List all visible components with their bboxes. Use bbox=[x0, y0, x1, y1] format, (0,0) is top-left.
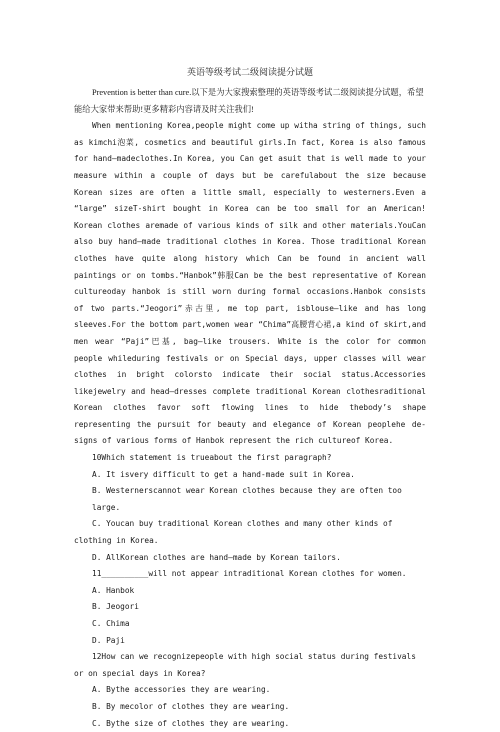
reading-passage: When mentioning Korea,people might come up witha string of things, such as kimchi泡菜, cosmetics and beautiful girls.In fact, Korea is also famous for hand—madeclothes.In Korea, you Can get asuit that is well made to your measure within a couple of days but be carefulabout the size because Korean sizes are often a little small, especially to westerners.Even a “large” sizeT-shirt bought in Korea can be too small for an American! Korean clothes aremade of various kinds of silk and other materials.YouCan also buy hand—made traditional clothes in Korea. Those traditional Korean clothes have quite along history which Can be found in ancient wall paintings or on tombs.“Hanbok”韩服Can be the best representative of Korean cultureoday hanbok is still worn during formal occasions.Hanbok consists of two parts.“Jeogori”赤古里, me top part, isblouse—like and has long sleeves.For the bottom part,women wear “Chima”高腰背心裙,a kind of skirt,and men wear “Paji”巴基, bag—like trousers. White is the color for common people whileduring festivals or on Special days, upper classes will wear clothes in bright colorsto indicate their social status.Accessories likejewelry and head—dresses complete traditional Korean clothesraditional Korean clothes favor soft flowing lines to hide thebody’s shape representing the pursuit for beauty and elegance of Korean peoplehe de-signs of various forms of Hanbok represent the rich cultureof Korea. bbox=[74, 121, 426, 446]
document-body bbox=[74, 66, 426, 732]
question-10-option-a: A. It isvery difficult to get a hand-made suit in Korea. bbox=[92, 469, 355, 479]
page-title: 英语等级考试二级阅读提分试题 bbox=[186, 68, 313, 78]
question-10-option-d: D. AllKorean clothes are hand—made by Korean tailors. bbox=[92, 552, 341, 562]
question-11-option-d: D. Paji bbox=[92, 635, 125, 645]
question-10-option-c: C. Youcan buy traditional Korean clothes and many other kinds of clothing in Korea. bbox=[74, 519, 393, 546]
question-11-option-a: A. Hanbok bbox=[92, 585, 135, 595]
question-10-stem: 10Which statement is trueabout the first paragraph? bbox=[92, 453, 332, 463]
question-12-option-b: B. By mecolor of clothes they are wearing. bbox=[92, 701, 290, 711]
question-10-option-b: B. Westernerscannot wear Korean clothes because they are often too large. bbox=[92, 486, 402, 512]
intro-paragraph: Prevention is better than cure.以下是为大家搜索整理的英语等级考试二级阅读提分试题，希望能给大家带来帮助!更多精彩内容请及时关注我们! bbox=[74, 88, 424, 114]
question-12-stem: 12How can we recognizepeople with high social status during festivals or on special days in Korea? bbox=[74, 652, 416, 678]
question-12-option-a: A. Bythe accessories they are wearing. bbox=[92, 685, 271, 695]
question-11-stem: 11__________will not appear intraditional Korean clothes for women. bbox=[92, 569, 407, 579]
question-11-option-b: B. Jeogori bbox=[92, 602, 139, 612]
question-11-option-c: C. Chima bbox=[92, 619, 130, 628]
question-12-option-c: C. Bythe size of clothes they are wearing. bbox=[92, 718, 290, 728]
